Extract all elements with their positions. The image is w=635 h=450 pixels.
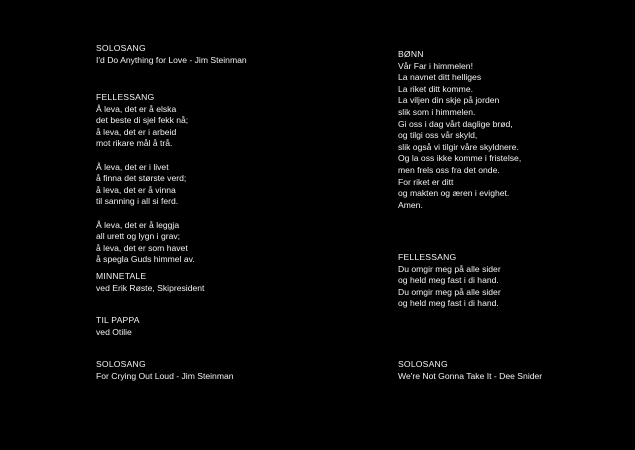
solosang-section-3 (398, 359, 542, 382)
section-heading: BØNN (398, 49, 424, 59)
prayer-line: La riket ditt komme. (398, 83, 473, 94)
prayer-line: Og la oss ikke komme i fristelse, (398, 153, 522, 164)
verse-line: og held meg fast i di hand. (398, 275, 499, 286)
verse-line: Du omgir meg på alle sider (398, 286, 501, 297)
prayer-line: slik også vi tilgir våre skyldnere. (398, 141, 519, 152)
prayer-line: og tilgi oss vår skyld, (398, 130, 478, 141)
solosang-section-1 (96, 43, 247, 66)
section-heading: FELLESSANG (96, 92, 155, 102)
prayer-line: men frels oss fra det onde. (398, 164, 500, 175)
minnetale-section (96, 271, 204, 294)
song-title: I'd Do Anything for Love - Jim Steinman (96, 54, 247, 65)
song-title: For Crying Out Loud - Jim Steinman (96, 370, 234, 381)
verse-line: Å leva, det er i livet (96, 161, 169, 172)
section-heading: SOLOSANG (96, 43, 146, 53)
prayer-line: Amen. (398, 199, 423, 210)
solosang-section-2 (96, 359, 234, 382)
verse-line: all urett og lygn i grav; (96, 231, 181, 242)
fellessang-section-2 (398, 252, 501, 310)
prayer-line: Vår Far i himmelen! (398, 60, 473, 71)
verse-line: å leva, det er som havet (96, 242, 188, 253)
section-heading: SOLOSANG (96, 359, 146, 369)
prayer-line: For riket er ditt (398, 176, 454, 187)
verse-line: mot rikare mål å trå. (96, 138, 173, 149)
verse-gap (96, 150, 195, 162)
section-heading: FELLESSANG (398, 252, 457, 262)
verse-line: og held meg fast i di hand. (398, 298, 499, 309)
verse-line: Å leva, det er å leggja (96, 219, 180, 230)
verse-line: å finna det største verd; (96, 173, 187, 184)
prayer-line: La viljen din skje på jorden (398, 95, 500, 106)
prayer-line: La navnet ditt helliges (398, 72, 482, 83)
til-pappa-section (96, 315, 140, 338)
section-heading: SOLOSANG (398, 359, 448, 369)
speaker-line: ved Otilie (96, 326, 132, 337)
verse-line: Du omgir meg på alle sider (398, 263, 501, 274)
bonn-section (398, 49, 521, 211)
section-heading: TIL PAPPA (96, 315, 140, 325)
prayer-line: slik som i himmelen. (398, 106, 476, 117)
song-title: We're Not Gonna Take It - Dee Snider (398, 370, 543, 381)
prayer-line: og makten og æren i evighet. (398, 188, 510, 199)
verse-line: til sanning i all si ferd. (96, 196, 179, 207)
section-heading: MINNETALE (96, 271, 147, 281)
speaker-line: ved Erik Røste, Skipresident (96, 282, 205, 293)
verse-line: å leva, det er å vinna (96, 184, 176, 195)
fellessang-section-1 (96, 92, 195, 266)
verse-gap (96, 208, 195, 220)
prayer-line: Gi oss i dag vårt daglige brød, (398, 118, 513, 129)
verse-line: å leva, det er i arbeid (96, 126, 177, 137)
verse-line: det beste di sjel fekk nå; (96, 115, 189, 126)
verse-line: å spegla Guds himmel av. (96, 254, 195, 265)
verse-line: Å leva, det er å elska (96, 103, 177, 114)
